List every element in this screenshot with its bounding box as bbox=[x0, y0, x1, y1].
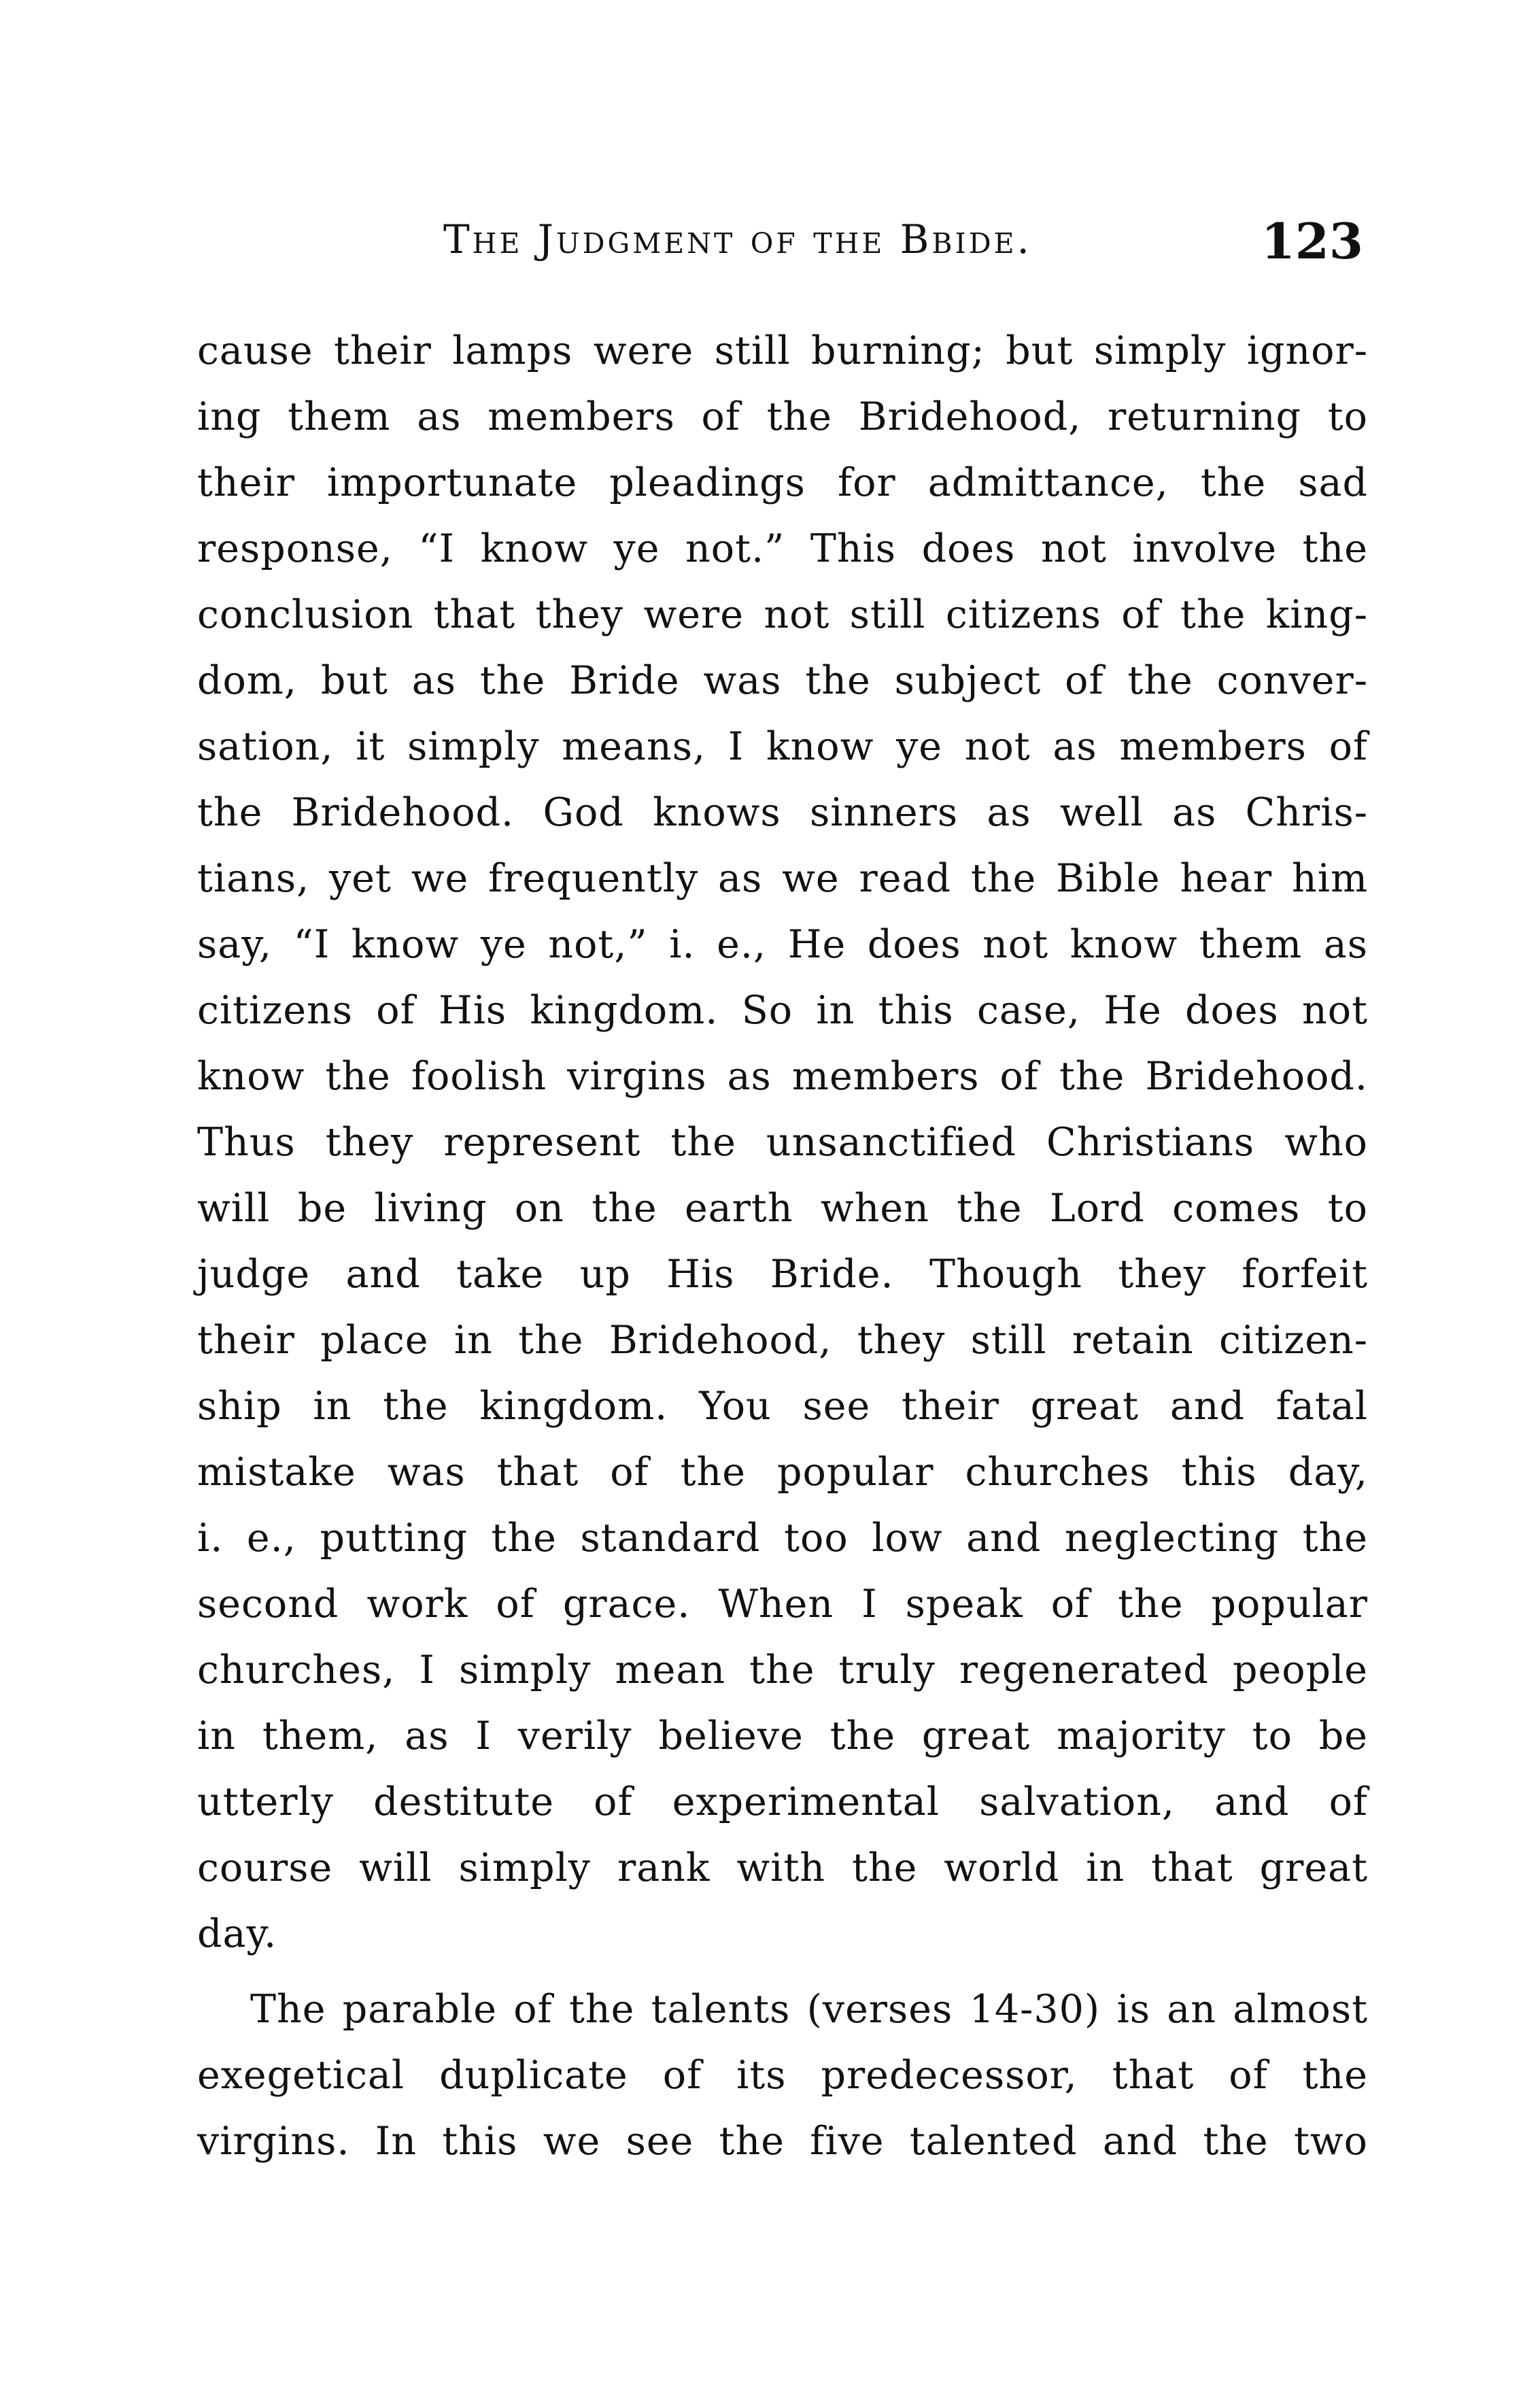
text-line: their importunate pleadings for admittance, the sad bbox=[197, 460, 1368, 505]
text-line: exegetical duplicate of its predecessor, that of the bbox=[197, 2053, 1368, 2098]
text-line: judge and take up His Bride. Though they forfeit bbox=[197, 1252, 1368, 1297]
text-line: conclusion that they were not still citizens of the king- bbox=[197, 592, 1368, 637]
text-line: second work of grace. When I speak of the popular bbox=[197, 1582, 1368, 1627]
paragraph-end-line: day. bbox=[197, 1911, 277, 1956]
running-title: The Judgment of the Bbide. bbox=[443, 216, 1032, 262]
text-line: Thus they represent the unsanctified Christians who bbox=[197, 1120, 1368, 1165]
paragraph-gap bbox=[197, 1967, 1368, 1977]
text-line: know the foolish virgins as members of the Bridehood. bbox=[197, 1054, 1368, 1099]
text-line: tians, yet we frequently as we read the Bible hear him bbox=[197, 856, 1368, 901]
paragraph-start-line: The parable of the talents (verses 14-30) is an almost bbox=[250, 1987, 1368, 2032]
text-line: virgins. In this we see the five talented and the two bbox=[197, 2119, 1368, 2164]
text-line: say, “I know ye not,” i. e., He does not know them as bbox=[197, 922, 1368, 967]
text-line: will be living on the earth when the Lord comes to bbox=[197, 1186, 1368, 1231]
text-line: response, “I know ye not.” This does not involve the bbox=[197, 526, 1368, 571]
text-line: citizens of His kingdom. So in this case, He does not bbox=[197, 988, 1368, 1033]
text-line: i. e., putting the standard too low and neglecting the bbox=[197, 1516, 1368, 1561]
text-line: cause their lamps were still burning; but simply ignor- bbox=[197, 328, 1368, 373]
running-head bbox=[204, 212, 1363, 277]
text-line: ing them as members of the Bridehood, returning to bbox=[197, 394, 1368, 439]
text-line: utterly destitute of experimental salvation, and of bbox=[197, 1780, 1368, 1824]
text-line: the Bridehood. God knows sinners as well as Chris- bbox=[197, 790, 1368, 835]
text-line: their place in the Bridehood, they still retain citizen- bbox=[197, 1318, 1368, 1363]
body-text bbox=[197, 318, 1368, 2175]
text-line: sation, it simply means, I know ye not as members of bbox=[197, 724, 1368, 769]
text-line: ship in the kingdom. You see their great and fatal bbox=[197, 1384, 1368, 1429]
text-line: course will simply rank with the world in that great bbox=[197, 1845, 1368, 1890]
text-line: in them, as I verily believe the great majority to be bbox=[197, 1714, 1368, 1758]
text-line: churches, I simply mean the truly regenerated people bbox=[197, 1648, 1368, 1692]
page-number: 123 bbox=[1261, 212, 1363, 270]
text-line: mistake was that of the popular churches this day, bbox=[197, 1450, 1368, 1495]
text-line: dom, but as the Bride was the subject of the conver- bbox=[197, 658, 1368, 703]
